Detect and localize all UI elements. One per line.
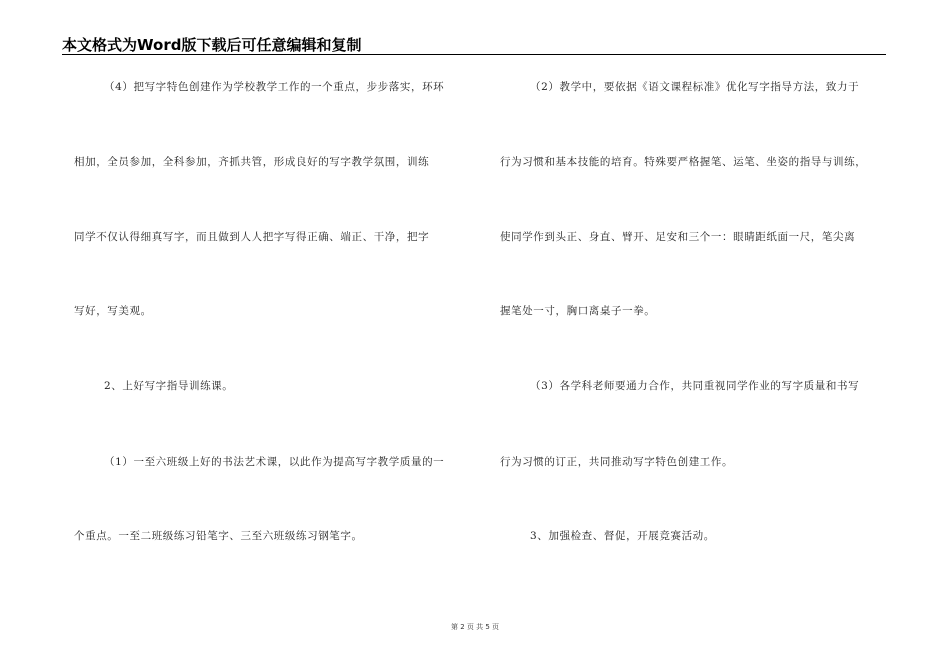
page-number-footer: 第 2 页 共 5 页: [450, 623, 500, 631]
section-heading: 3、加强检查、督促，开展竞赛活动。: [530, 530, 715, 542]
paragraph-line: （3）各学科老师要通力合作，共同重视同学作业的写字质量和书写: [530, 380, 860, 392]
paragraph-line: 行为习惯的订正，共同推动写字特色创建工作。: [500, 456, 734, 468]
paragraph-line: 写好，写美观。: [74, 305, 152, 317]
paragraph-line: （1）一至六班级上好的书法艺术课，以此作为提高写字教学质量的一: [104, 456, 445, 468]
paragraph-line: 使同学作到头正、身直、臂开、足安和三个一：眼睛距纸面一尺，笔尖离: [500, 231, 856, 243]
paragraph-line: 相加，全员参加，全科参加，齐抓共管，形成良好的写字教学氛围，训练: [74, 156, 430, 168]
paragraph-line: （4）把写字特色创建作为学校教学工作的一个重点，步步落实，环环: [104, 81, 445, 93]
paragraph-line: （2）教学中，要依据《语文课程标准》优化写字指导方法，致力于: [530, 81, 860, 93]
paragraph-line: 同学不仅认得细真写字，而且做到人人把字写得正确、端正、干净，把字: [74, 231, 430, 243]
paragraph-line: 握笔处一寸，胸口离桌子一拳。: [500, 305, 656, 317]
section-heading: 2、上好写字指导训练课。: [104, 380, 234, 392]
document-header-title: 本文格式为Word版下载后可任意编辑和复制: [62, 36, 362, 54]
left-text-column: [74, 0, 466, 620]
paragraph-line: 行为习惯和基本技能的培育。特殊要严格握笔、运笔、坐姿的指导与训练，: [500, 156, 867, 168]
paragraph-line: 个重点。一至二班级练习铅笔字、三至六班级练习钢笔字。: [74, 530, 363, 542]
right-text-column: [500, 0, 892, 620]
